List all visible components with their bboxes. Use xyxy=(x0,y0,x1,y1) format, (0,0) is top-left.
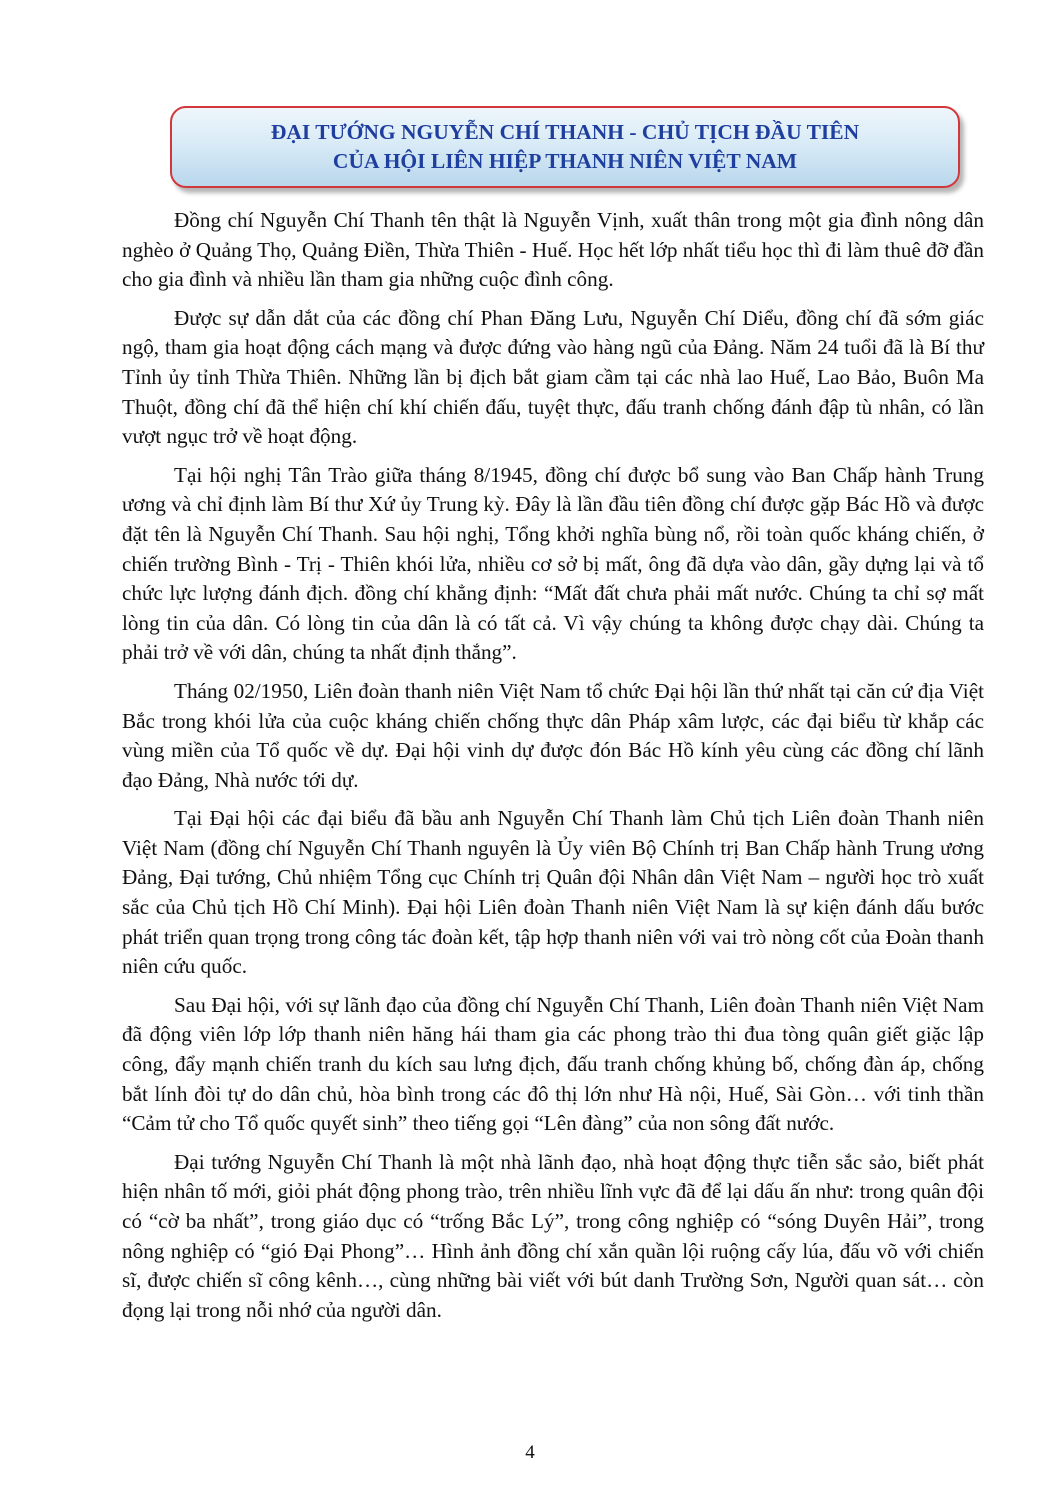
title-line-2: CỦA HỘI LIÊN HIỆP THANH NIÊN VIỆT NAM xyxy=(332,149,798,173)
paragraph-6: Sau Đại hội, với sự lãnh đạo của đồng chí Nguyễn Chí Thanh, Liên đoàn Thanh niên Việt Nam đã động viên lớp lớp thanh niên hăng hái tham gia các phong trào thi đua tòng quân giết giặc lập công, đẩy mạnh chiến tranh du kích sau lưng địch, đấu tranh chống khủng bố, chống đàn áp, chống bắt lính đòi tự do dân chủ, hòa bình trong các đô thị lớn như Hà nội, Huế, Sài Gòn… với tinh thần “Cảm tử cho Tổ quốc quyết sinh” theo tiếng gọi “Lên đàng” của non sông đất nước. xyxy=(122,992,984,1136)
page-number: 4 xyxy=(525,1442,535,1463)
article-body xyxy=(122,206,984,1334)
paragraph-1: Đồng chí Nguyễn Chí Thanh tên thật là Nguyễn Vịnh, xuất thân trong một gia đình nông dân nghèo ở Quảng Thọ, Quảng Điền, Thừa Thiên - Huế. Học hết lớp nhất tiểu học thì đi làm thuê đỡ đần cho gia đình và nhiều lần tham gia những cuộc đình công. xyxy=(122,208,984,292)
title-line-1: ĐẠI TƯỚNG NGUYỄN CHÍ THANH - CHỦ TỊCH ĐẦU TIÊN xyxy=(270,120,860,144)
paragraph-3: Tại hội nghị Tân Trào giữa tháng 8/1945, đồng chí được bổ sung vào Ban Chấp hành Trung ương và chỉ định làm Bí thư Xứ ủy Trung kỳ. Đây là lần đầu tiên đồng chí được gặp Bác Hồ và được đặt tên là Nguyễn Chí Thanh. Sau hội nghị, Tổng khởi nghĩa bùng nổ, rồi toàn quốc kháng chiến, ở chiến trường Bình - Trị - Thiên khói lửa, nhiều cơ sở bị mất, ông đã dựa vào dân, gầy dựng lại và tổ chức lực lượng đánh địch. đồng chí khẳng định: “Mất đất chưa phải mất nước. Chúng ta chỉ sợ mất lòng tin của dân. Có lòng tin của dân là có tất cả. Vì vậy chúng ta không được chạy dài. Chúng ta phải trở về với dân, chúng ta nhất định thắng”. xyxy=(122,462,984,665)
paragraph-4: Tháng 02/1950, Liên đoàn thanh niên Việt Nam tổ chức Đại hội lần thứ nhất tại căn cứ địa Việt Bắc trong khói lửa của cuộc kháng chiến chống thực dân Pháp xâm lược, các đại biểu từ khắp các vùng miền của Tổ quốc về dự. Đại hội vinh dự được đón Bác Hồ kính yêu cùng các đồng chí lãnh đạo Đảng, Nhà nước tới dự. xyxy=(122,678,984,792)
title-box xyxy=(170,106,960,188)
paragraph-2: Được sự dẫn dắt của các đồng chí Phan Đăng Lưu, Nguyễn Chí Diểu, đồng chí đã sớm giác ngộ, tham gia hoạt động cách mạng và được đứng vào hàng ngũ của Đảng. Năm 24 tuổi đã là Bí thư Tỉnh ủy tỉnh Thừa Thiên. Những lần bị địch bắt giam cầm tại các nhà lao Huế, Lao Bảo, Buôn Ma Thuột, đồng chí đã thể hiện chí khí chiến đấu, tuyệt thực, đấu tranh chống đánh đập tù nhân, có lần vượt ngục trở về hoạt động. xyxy=(122,305,984,449)
paragraph-7: Đại tướng Nguyễn Chí Thanh là một nhà lãnh đạo, nhà hoạt động thực tiễn sắc sảo, biết phát hiện nhân tố mới, giỏi phát động phong trào, trên nhiều lĩnh vực đã để lại dấu ấn như: trong quân đội có “cờ ba nhất”, trong giáo dục có “trống Bắc Lý”, trong công nghiệp có “sóng Duyên Hải”, trong nông nghiệp có “gió Đại Phong”… Hình ảnh đồng chí xắn quần lội ruộng cấy lúa, đấu võ với chiến sĩ, được chiến sĩ công kênh…, cùng những bài viết với bút danh Trường Sơn, Người quan sát… còn đọng lại trong nỗi nhớ của người dân. xyxy=(122,1149,984,1322)
paragraph-5: Tại Đại hội các đại biểu đã bầu anh Nguyễn Chí Thanh làm Chủ tịch Liên đoàn Thanh niên Việt Nam (đồng chí Nguyễn Chí Thanh nguyên là Ủy viên Bộ Chính trị Ban Chấp hành Trung ương Đảng, Đại tướng, Chủ nhiệm Tổng cục Chính trị Quân đội Nhân dân Việt Nam – người học trò xuất sắc của Chủ tịch Hồ Chí Minh). Đại hội Liên đoàn Thanh niên Việt Nam là sự kiện đánh dấu bước phát triển quan trọng trong công tác đoàn kết, tập hợp thanh niên với vai trò nòng cốt của Đoàn thanh niên cứu quốc. xyxy=(122,806,984,979)
